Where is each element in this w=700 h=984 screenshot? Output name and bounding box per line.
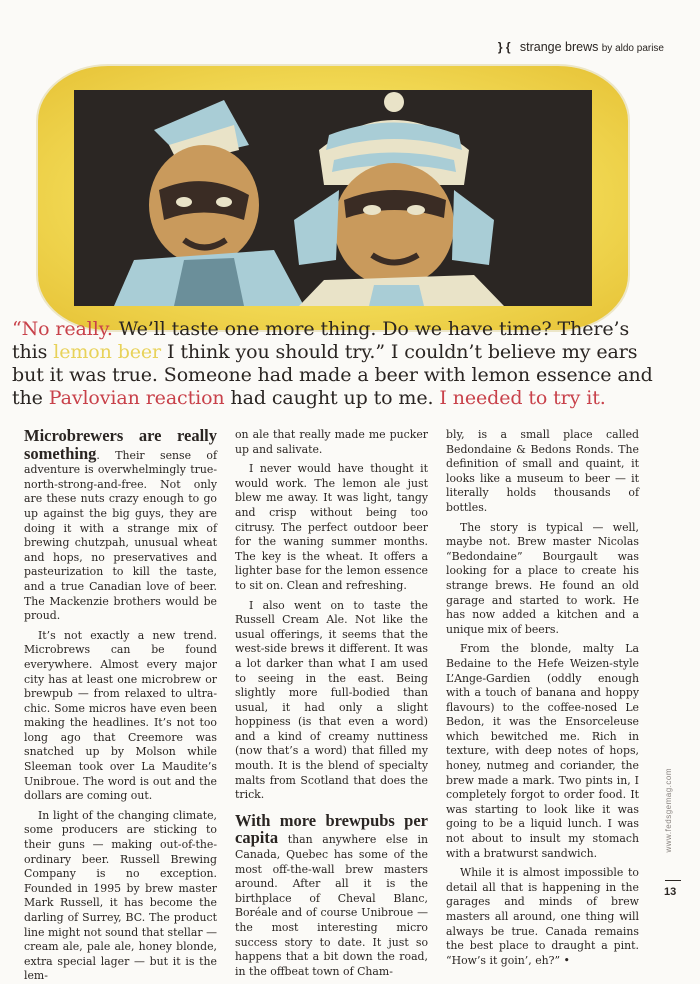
paragraph: From the blonde, malty La Bedaine to the Hefe Weizen-style L’Ange-Gardien (oddly enough with a touch of banana and hoppy flavours) to the coffee-nosed Le Bedon, it was the Ensorceleuse which bewitched me. Rich in texture, with deep notes of hops, honey, nutmeg and coriander, the brew made a mark. Two pints in, I completely forgot to order food. It was starting to look like it was going to be a liquid lunch. I was not about to insult my stomach with a bratwurst sandwich. (446, 642, 639, 860)
paragraph: on ale that really made me pucker up and salivate. (235, 428, 428, 456)
pull-quote-text: this (12, 341, 54, 363)
pull-quote-highlight-yellow: lemon beer (53, 341, 162, 363)
paragraph: I also went on to taste the Russell Cream Ale. Not like the usual offerings, it seems that the west-side brews it different. It was a lot darker than what I am used to seeing in the east. Being slightly more full-bodied than usual, it had only a slight hoppiness (is that even a word) and a kind of creamy nuttiness (now that’s a word) that filled my mouth. It is the blend of specialty malts from Scotland that does the trick. (235, 598, 428, 802)
article-column-2 (235, 428, 428, 978)
section-title: strange brews (519, 40, 599, 54)
paragraph-text: than anywhere else in Canada, Quebec has some of the most off-the-wall brew masters around. After all it is the birthplace of Cheval Blanc, Boréale and of course Unibroue — the most interesting micro success story to date. It just so happens that a bit down the road, in the offbeat town of Cham- (235, 833, 428, 978)
paragraph: The story is typical — well, maybe not. Brew master Nicolas “Bedondaine” Bourgault was looking for a place to create his strange brews. He found an old garage and started to work. He has now added a kitchen and a unique mix of beers. (446, 520, 639, 636)
paragraph: I never would have thought it would work. The lemon ale just blew me away. It was light, tangy and crisp without being too citrusy. The perfect outdoor beer for the waning summer months. The key is the wheat. It offers a lighter base for the lemon essence to sit on. Clean and refreshing. (235, 462, 428, 592)
article-column-1 (24, 426, 217, 983)
paragraph: It’s not exactly a new trend. Microbrews can be found everywhere. Almost every major city has at least one microbrew or brewpub — from relaxed to ultra-chic. Some micros have even been making the headlines. It’s not too long ago that Creemore was snatched up by Molson while Sleeman took over La Maudite’s Unibroue. The word is out and the dollars are coming out. (24, 628, 217, 803)
pull-quote-line-1 (12, 318, 672, 341)
header-separator: } { (497, 40, 511, 54)
illustration-screen (74, 90, 592, 306)
magazine-url: www.fedsgemag.com (664, 768, 673, 853)
pull-quote-line-3: but it was true. Someone had made a beer with lemon essence and (12, 364, 653, 386)
pull-quote-text: had caught up to me. (224, 387, 440, 409)
pull-quote-highlight-red: Pavlovian reaction (48, 387, 225, 409)
pop-art-portrait (74, 90, 592, 306)
paragraph: bly, is a small place called Bedondaine & Bedons Ronds. The definition of small and quaint, it looks like a museum to beer — it literally holds thousands of bottles. (446, 428, 639, 514)
article-column-3 (446, 428, 639, 967)
pull-quote-text: We’ll taste one more thing. Do we have time? There’s (112, 318, 630, 340)
page-number: 13 (664, 886, 677, 898)
section-header (498, 40, 664, 54)
paragraph: While it is almost impossible to detail all that is happening in the garages and minds of brew masters all around, one thing will always be true. Canada remains the best place to draught a pint. “How’s it goin’, eh?” • (446, 866, 639, 967)
lead-in: With more brewpubs per capita (235, 810, 428, 848)
paragraph (24, 428, 217, 624)
tv-illustration (38, 66, 628, 330)
paragraph-text: . Their sense of adventure is overwhelmingly true-north-strong-and-free. Not only are these nuts crazy enough to go up against the big guys, they are doing it with a strange mix of brewing chutzpah, unusual wheat and hops, no preservatives and pasteurization to kill the taste, and a true Canadian love of beer. The Mackenzie brothers would be proud. (24, 448, 217, 623)
paragraph: In light of the changing climate, some producers are sticking to their guns — making out-of-the-ordinary beer. Russell Brewing Company is no exception. Founded in 1995 by brew master Mark Russell, it has become the darling of Surrey, BC. The product line might not sound that stellar — cream ale, pale ale, honey blonde, extra special lager — but it is the lem- (24, 808, 217, 983)
pull-quote-text: I think you should try.” I couldn’t believe my ears (161, 341, 638, 363)
pull-quote-highlight-red: I needed to try it. (439, 387, 606, 409)
pull-quote-line-2 (12, 341, 672, 364)
pull-quote-text: the (12, 387, 49, 409)
byline: by aldo parise (601, 43, 664, 54)
pull-quote-highlight-red: “No really. (12, 318, 113, 340)
pull-quote (12, 318, 672, 410)
paragraph (235, 810, 428, 980)
article-body (24, 426, 640, 983)
page-number-rule (665, 880, 681, 881)
pull-quote-line-4 (12, 387, 672, 410)
lead-in: Microbrewers are really something (24, 426, 217, 463)
